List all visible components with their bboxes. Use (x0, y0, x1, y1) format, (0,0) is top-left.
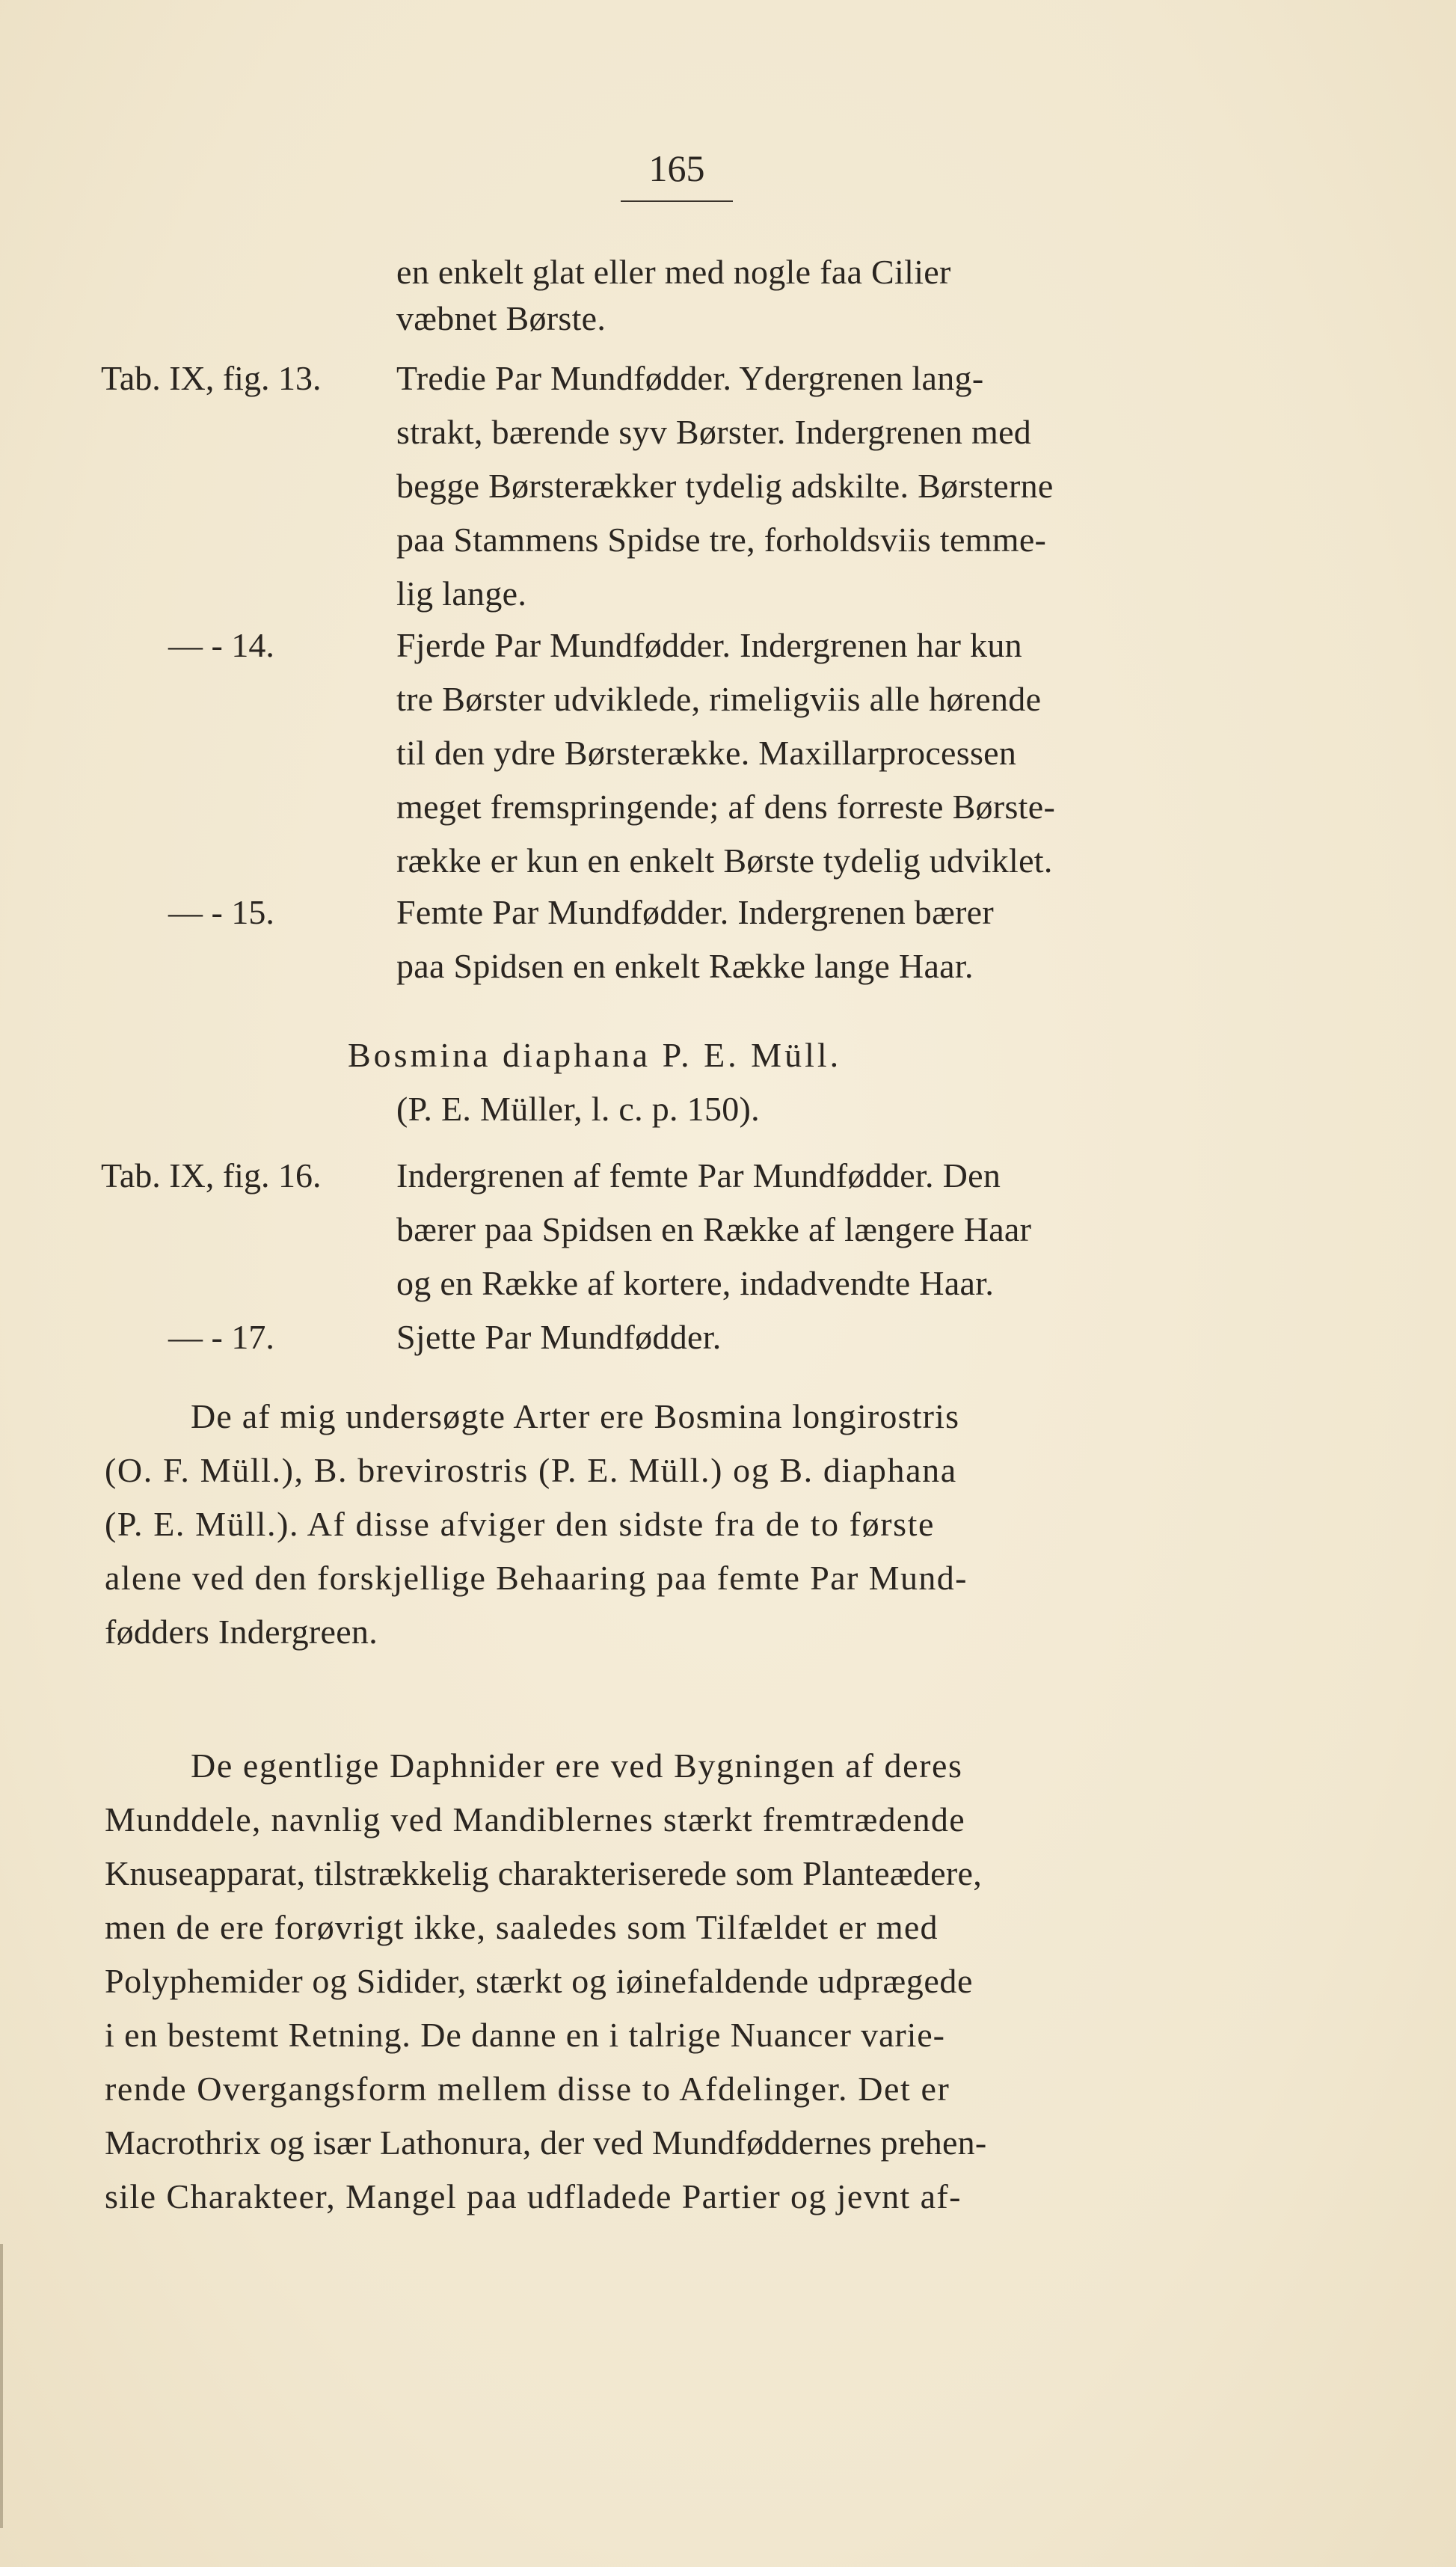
text-line: paa Stammens Spidse tre, forholdsviis temme- (396, 521, 1047, 559)
figure-reference: — - 15. (168, 893, 274, 931)
text-line: Femte Par Mundfødder. Indergrenen bærer (396, 893, 995, 931)
text-line: Sjette Par Mundfødder. (396, 1318, 722, 1356)
species-heading: Bosmina diaphana P. E. Müll. (348, 1036, 842, 1074)
text-line: bærer paa Spidsen en Række af længere Haar (396, 1210, 1032, 1248)
paragraph-line: De af mig undersøgte Arter ere Bosmina longirostris (191, 1397, 960, 1435)
text-line: og en Række af kortere, indadvendte Haar. (396, 1264, 995, 1302)
paragraph-line: De egentlige Daphnider ere ved Bygningen af deres (191, 1746, 963, 1785)
paragraph-line: Polyphemider og Sidider, stærkt og iøinefaldende udprægede (105, 1962, 974, 2000)
paragraph-line: (O. F. Müll.), B. brevirostris (P. E. Müll.) og B. diaphana (105, 1451, 957, 1489)
figure-reference: Tab. IX, fig. 16. (101, 1156, 322, 1194)
figure-reference: — - 14. (168, 626, 274, 664)
text-line: begge Børsterækker tydelig adskilte. Børsterne (396, 467, 1054, 505)
text-line: Tredie Par Mundfødder. Ydergrenen lang- (396, 359, 984, 397)
text-line: en enkelt glat eller med nogle faa Cilier (396, 253, 951, 291)
paragraph-line: men de ere forøvrigt ikke, saaledes som Tilfældet er med (105, 1908, 939, 1946)
paragraph-line: alene ved den forskjellige Behaaring paa femte Par Mund- (105, 1559, 968, 1597)
text-line: Indergrenen af femte Par Mundfødder. Den (396, 1156, 1001, 1194)
text-line: til den ydre Børsterække. Maxillarprocessen (396, 734, 1017, 772)
text-line: paa Spidsen en enkelt Række lange Haar. (396, 947, 974, 985)
page-number: 165 (648, 147, 705, 189)
paragraph-line: (P. E. Müll.). Af disse afviger den sidste fra de to første (105, 1505, 936, 1543)
page-number-rule (621, 200, 733, 202)
paragraph-line: Macrothrix og især Lathonura, der ved Mundføddernes prehen- (105, 2123, 987, 2162)
text-line: række er kun en enkelt Børste tydelig udviklet. (396, 841, 1053, 880)
paragraph-line: Knuseapparat, tilstrækkelig charakteriserede som Planteædere, (105, 1854, 983, 1892)
paragraph-line: rende Overgangsform mellem disse to Afdelinger. Det er (105, 2070, 950, 2108)
text-line: Fjerde Par Mundfødder. Indergrenen har kun (396, 626, 1022, 664)
text-line: væbnet Børste. (396, 299, 606, 337)
figure-reference: Tab. IX, fig. 13. (101, 359, 322, 397)
figure-reference: — - 17. (168, 1318, 274, 1356)
text-line: strakt, bærende syv Børster. Indergrenen med (396, 413, 1032, 451)
paragraph-line: i en bestemt Retning. De danne en i talrige Nuancer varie- (105, 2016, 945, 2054)
paragraph-line: Munddele, navnlig ved Mandiblernes stærkt fremtrædende (105, 1800, 965, 1838)
text-line: meget fremspringende; af dens forreste Børste- (396, 788, 1056, 826)
binding-edge-mark (0, 2244, 3, 2528)
species-reference: (P. E. Müller, l. c. p. 150). (396, 1090, 760, 1128)
paragraph-line: fødders Indergreen. (105, 1613, 378, 1651)
paragraph-line: sile Charakteer, Mangel paa udfladede Partier og jevnt af- (105, 2177, 962, 2215)
text-line: lig lange. (396, 574, 527, 613)
text-line: tre Børster udviklede, rimeligviis alle hørende (396, 680, 1042, 718)
